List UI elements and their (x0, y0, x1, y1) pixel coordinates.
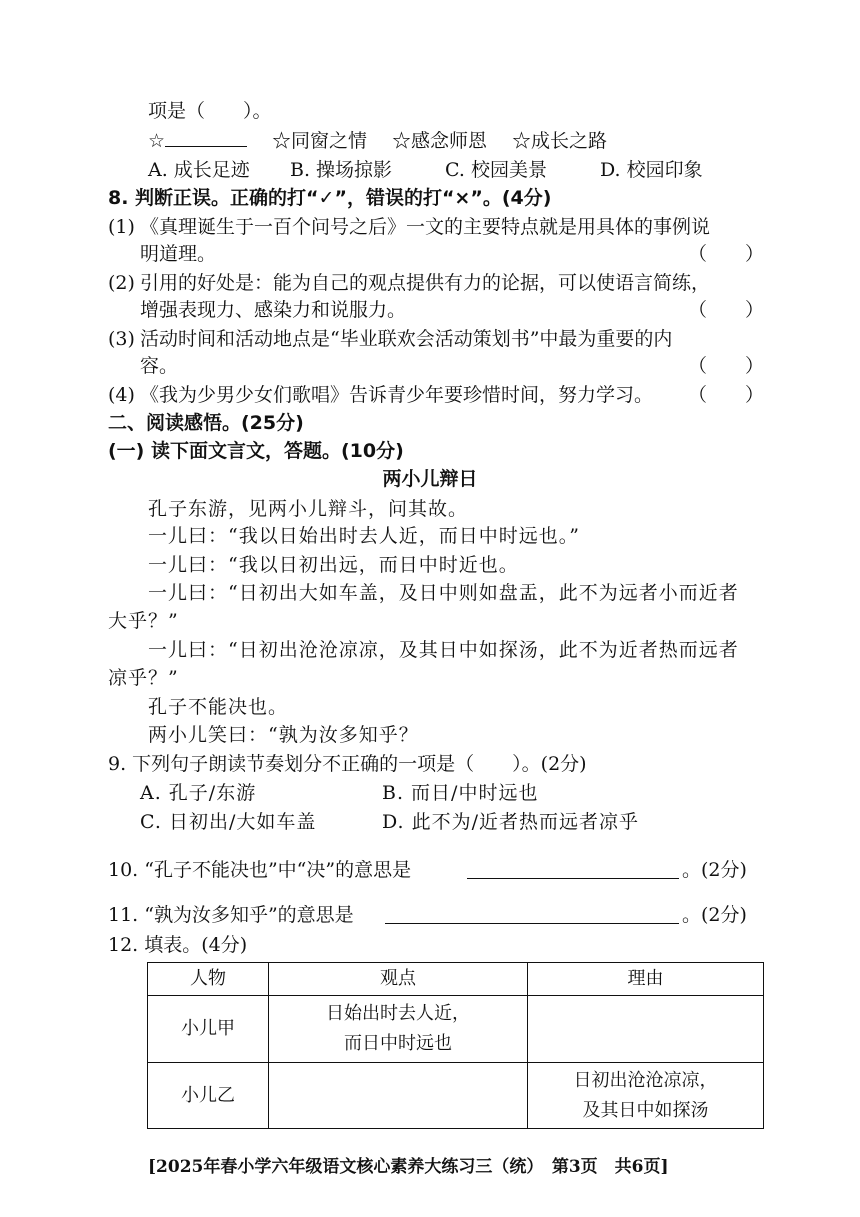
q7-option-a: A. 成长足迹 (148, 159, 250, 181)
q7-option-b: B. 操场掠影 (290, 159, 393, 181)
q9-option-c: C. 日初出/大如车盖 (140, 811, 317, 833)
table-cell-view-blank[interactable] (269, 1063, 528, 1129)
q9-option-d: D. 此不为/近者热而远者凉乎 (382, 811, 640, 833)
table-cell-reason-line-2: 及其日中如探汤 (582, 1099, 709, 1121)
q8-item-3-answer[interactable]: （ ） (688, 355, 765, 377)
section-2-title: 二、阅读感悟。(25分) (108, 412, 304, 434)
passage-line-4: 一儿曰：“日初出大如车盖，及日中则如盘盂，此不为远者小而近者 (148, 582, 739, 604)
table-header-person: 人物 (148, 963, 269, 996)
q9-option-b: B. 而日/中时远也 (382, 782, 539, 804)
q8-item-4-no: (4) (108, 384, 135, 406)
passage-title: 两小儿辩日 (382, 468, 478, 490)
q8-item-4-line1: 《我为少男少女们歌唱》告诉青少年要珍惜时间，努力学习。 (140, 384, 654, 406)
table-cell-reason (528, 1063, 764, 1129)
q8-item-1-line2: 明道理。 (140, 243, 217, 265)
q9-option-a: A. 孔子/东游 (140, 782, 257, 804)
table-cell-view-line-1: 日始出时去人近， (326, 1003, 470, 1024)
fill-table (147, 962, 764, 1129)
q8-item-3-line1: 活动时间和活动地点是“毕业联欢会活动策划书”中最为重要的内 (140, 328, 673, 350)
table-header-reason: 理由 (528, 963, 764, 996)
table-cell-view (269, 996, 528, 1063)
q7-star-blank: ☆ (148, 128, 247, 154)
q8-item-2-line2: 增强表现力、感染力和说服力。 (140, 299, 407, 321)
q9-stem: 9. 下列句子朗读节奏划分不正确的一项是（ ）。(2分) (108, 753, 587, 775)
q12-stem: 12. 填表。(4分) (108, 934, 248, 956)
q8-title: 8. 判断正误。正确的打“✓”，错误的打“×”。(4分) (108, 187, 552, 209)
q10-tail: 。(2分) (682, 859, 747, 881)
section-2-sub1: (一) 读下面文言文，答题。(10分) (108, 440, 404, 462)
passage-line-2: 一儿曰：“我以日始出时去人近，而日中时远也。” (148, 525, 580, 547)
q11-answer-blank[interactable] (385, 905, 679, 924)
table-row (148, 996, 764, 1063)
table-cell-view-line-2: 而日中时远也 (344, 1033, 452, 1054)
passage-line-8: 孔子不能决也。 (148, 696, 289, 718)
q7-answer-blank[interactable] (165, 128, 247, 147)
passage-line-5: 大乎？” (108, 610, 179, 632)
q8-item-1-line1: 《真理诞生于一百个问号之后》一文的主要特点就是用具体的事例说 (140, 216, 711, 238)
q7-star-2: ☆感念师恩 (392, 130, 488, 152)
q10-stem: 10. “孔子不能决也”中“决”的意思是 (108, 859, 412, 881)
q11-stem: 11. “孰为汝多知乎”的意思是 (108, 904, 354, 926)
passage-line-9: 两小儿笑曰：“孰为汝多知乎？ (148, 724, 419, 746)
table-header-view: 观点 (269, 963, 528, 996)
q8-item-1-answer[interactable]: （ ） (688, 243, 765, 265)
q7-option-c: C. 校园美景 (445, 159, 547, 181)
q7-star-1: ☆同窗之情 (272, 130, 368, 152)
q7-option-d: D. 校园印象 (600, 159, 703, 181)
passage-line-1: 孔子东游，见两小儿辩斗，问其故。 (148, 498, 469, 520)
q8-item-2-answer[interactable]: （ ） (688, 299, 765, 321)
q7-star-3: ☆成长之路 (512, 130, 608, 152)
table-cell-person: 小儿乙 (148, 1063, 269, 1129)
q10-answer-blank[interactable] (467, 860, 679, 879)
passage-line-7: 凉乎？” (108, 667, 179, 689)
table-row (148, 1063, 764, 1129)
passage-line-6: 一儿曰：“日初出沧沧凉凉，及其日中如探汤，此不为近者热而远者 (148, 639, 739, 661)
q8-item-4-answer[interactable]: （ ） (688, 384, 765, 406)
passage-line-3: 一儿曰：“我以日初出远，而日中时近也。 (148, 554, 519, 576)
q8-item-2-line1: 引用的好处是：能为自己的观点提供有力的论据，可以使语言简练， (140, 272, 711, 294)
table-cell-reason-line-1: 日初出沧沧凉凉， (573, 1069, 718, 1091)
q7-stem-end: 项是（ ）。 (148, 100, 272, 122)
table-cell-person: 小儿甲 (148, 996, 269, 1063)
table-cell-reason-blank[interactable] (528, 996, 764, 1063)
q8-item-3-no: (3) (108, 328, 135, 350)
page-footer: [2025年春小学六年级语文核心素养大练习三（统） 第3页 共6页] (148, 1157, 669, 1177)
q8-item-2-no: (2) (108, 272, 135, 294)
table-header-row (148, 963, 764, 996)
q8-item-1-no: (1) (108, 216, 135, 238)
q11-tail: 。(2分) (682, 904, 747, 926)
q8-item-3-line2: 容。 (140, 355, 179, 377)
